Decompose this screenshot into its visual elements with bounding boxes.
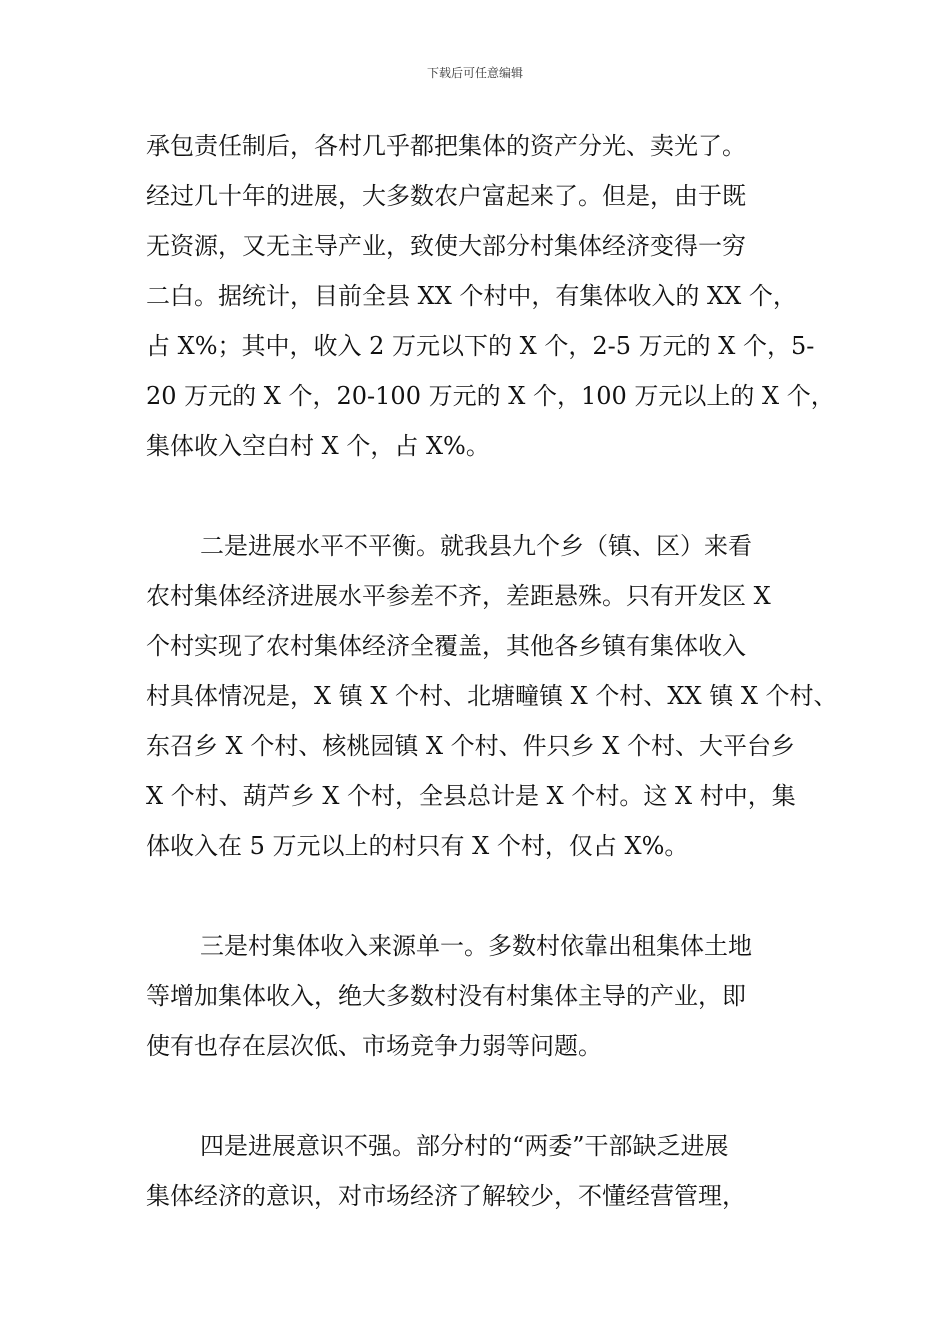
paragraph-1 xyxy=(146,126,835,476)
text-line: 承包责任制后，各村几乎都把集体的资产分光、卖光了。 xyxy=(146,132,746,160)
text-line: 使有也存在层次低、市场竞争力弱等问题。 xyxy=(146,1032,602,1060)
paragraph-3 xyxy=(146,926,816,1076)
text-line: 占 X%；其中，收入 2 万元以下的 X 个，2-5 万元的 X 个，5- xyxy=(146,332,815,360)
text-line: 三是村集体收入来源单一。多数村依靠出租集体土地 xyxy=(200,932,752,960)
paragraph-4 xyxy=(146,1126,816,1226)
paragraph-2 xyxy=(146,526,838,876)
text-line: 个村实现了农村集体经济全覆盖，其他各乡镇有集体收入 xyxy=(146,632,746,660)
page-header-note: 下载后可任意编辑 xyxy=(426,66,523,80)
text-line: 四是进展意识不强。部分村的“两委”干部缺乏进展 xyxy=(200,1132,729,1160)
text-line: 等增加集体收入，绝大多数村没有村集体主导的产业，即 xyxy=(146,982,746,1010)
text-line: 无资源，又无主导产业，致使大部分村集体经济变得一穷 xyxy=(146,232,746,260)
paragraph-spacer xyxy=(146,876,816,926)
text-line: 体收入在 5 万元以上的村只有 X 个村，仅占 X%。 xyxy=(146,832,689,860)
text-line: 农村集体经济进展水平参差不齐，差距悬殊。只有开发区 X xyxy=(146,582,771,610)
text-line: 集体经济的意识，对市场经济了解较少，不懂经营管理， xyxy=(146,1182,746,1210)
text-line: 二白。据统计，目前全县 XX 个村中，有集体收入的 XX 个， xyxy=(146,282,797,310)
document-body xyxy=(146,126,838,1226)
paragraph-spacer xyxy=(146,1076,816,1126)
paragraph-spacer xyxy=(146,476,816,526)
text-line: 20 万元的 X 个，20-100 万元的 X 个，100 万元以上的 X 个， xyxy=(146,382,835,410)
text-line: 集体收入空白村 X 个，占 X%。 xyxy=(146,432,490,460)
text-line: 村具体情况是，X 镇 X 个村、北塘疃镇 X 个村、XX 镇 X 个村、 xyxy=(146,682,838,710)
text-line: 经过几十年的进展，大多数农户富起来了。但是，由于既 xyxy=(146,182,746,210)
text-line: 东召乡 X 个村、核桃园镇 X 个村、件只乡 X 个村、大平台乡 xyxy=(146,732,796,760)
text-line: X 个村、葫芦乡 X 个村，全县总计是 X 个村。这 X 村中，集 xyxy=(146,782,796,810)
text-line: 二是进展水平不平衡。就我县九个乡（镇、区）来看 xyxy=(200,532,752,560)
